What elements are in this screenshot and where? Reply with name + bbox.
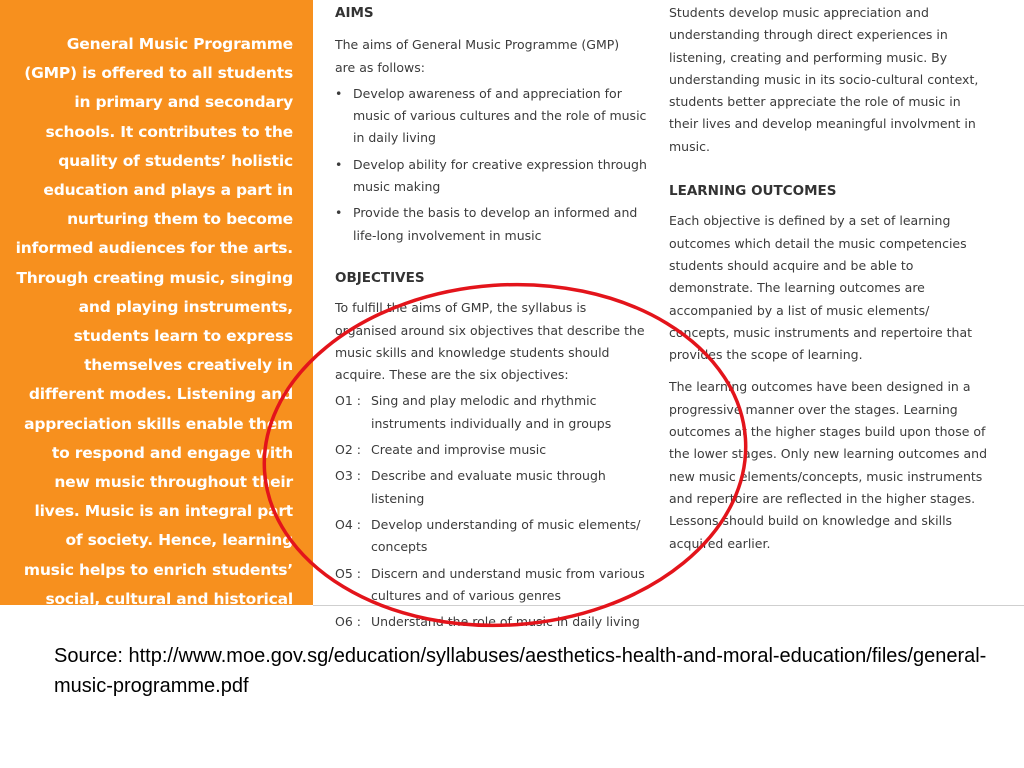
objective-text: Describe and evaluate music through listening bbox=[371, 468, 606, 506]
gmp-intro-text: General Music Programme (GMP) is offered to all students in primary and secondary schools. It contributes to the quality of students’ holistic education and plays a part in nurturing them to become informed audiences for the arts. Through creating music, singing and playing instruments, students learn to express themselves creatively in different modes. Listening and appreciation skills enable them to respond and engage with new music throughout their lives. Music is an integral part of society. Hence, learning music helps to enrich students’ social, cultural and historical awareness. bbox=[15, 35, 293, 638]
objective-item bbox=[335, 563, 655, 608]
objective-item bbox=[335, 439, 655, 461]
aims-item-text: Provide the basis to develop an informed and life-long involvement in music bbox=[353, 205, 638, 243]
objective-text: Develop understanding of music elements/ concepts bbox=[371, 516, 641, 555]
syllabus-excerpt bbox=[313, 0, 1024, 630]
objective-code: O3 : bbox=[335, 468, 361, 484]
gmp-intro-panel bbox=[0, 0, 313, 638]
bullet-icon: • bbox=[335, 205, 343, 221]
syllabus-left-column bbox=[335, 0, 655, 637]
objective-code: O6 : bbox=[335, 614, 361, 630]
aims-item bbox=[335, 83, 655, 150]
objectives-heading: OBJECTIVES bbox=[335, 269, 425, 286]
objective-item bbox=[335, 611, 655, 633]
aims-item-text: Develop awareness of and appreciation for music of various cultures and the role of music in daily living bbox=[353, 85, 647, 146]
syllabus-right-column bbox=[669, 0, 989, 555]
objective-text: Discern and understand music from various cultures and of various genres bbox=[371, 565, 645, 603]
learning-outcomes-paragraph-1: Each objective is defined by a set of learning outcomes which detail the music competencies students should acquire and be able to demonstrate. The learning outcomes are accompanied by a list of music elements/ concepts, music instruments and repertoire that provides the scope of learning. bbox=[669, 213, 973, 363]
objective-code: O4 : bbox=[335, 516, 361, 532]
objective-item bbox=[335, 514, 655, 559]
objectives-list bbox=[335, 390, 655, 633]
objective-item bbox=[335, 390, 655, 435]
bullet-icon: • bbox=[335, 156, 343, 172]
bullet-icon: • bbox=[335, 85, 343, 101]
objective-code: O1 : bbox=[335, 393, 361, 409]
aims-item bbox=[335, 202, 655, 247]
source-caption: Source: http://www.moe.gov.sg/education/syllabuses/aesthetics-health-and-moral-education/files/general-music-programme.pdf bbox=[54, 645, 987, 697]
aims-list bbox=[335, 83, 655, 247]
objective-code: O2 : bbox=[335, 442, 361, 458]
objective-code: O5 : bbox=[335, 565, 361, 581]
objective-text: Sing and play melodic and rhythmic instruments individually and in groups bbox=[371, 393, 612, 431]
aims-intro: The aims of General Music Programme (GMP) are as follows: bbox=[335, 37, 620, 75]
learning-outcomes-paragraph-2: The learning outcomes have been designed in a progressive manner over the stages. Learning outcomes at the higher stages build upon those of the lower stages. Only new learning outcomes and new music elements/concepts, music instruments and repertoire are reflected in the higher stages. Lessons should build on knowledge and skills acquired earlier. bbox=[669, 379, 988, 551]
aims-item-text: Develop ability for creative expression through music making bbox=[353, 156, 647, 195]
objective-item bbox=[335, 465, 655, 510]
objective-text: Create and improvise music bbox=[371, 442, 547, 458]
objectives-intro: To fulfill the aims of GMP, the syllabus is organised around six objectives that describe the music skills and knowledge students should acquire. These are the six objectives: bbox=[335, 300, 645, 383]
learning-outcomes-heading: LEARNING OUTCOMES bbox=[669, 183, 837, 200]
aims-heading: AIMS bbox=[335, 5, 374, 21]
appreciation-paragraph: Students develop music appreciation and understanding through direct experiences in listening, creating and performing music. By understanding music in its socio-cultural context, students better appreciate the role of music in their lives and develop meaningful involvment in music. bbox=[669, 5, 979, 154]
aims-item bbox=[335, 154, 655, 199]
objective-text: Understand the role of music in daily living bbox=[371, 614, 640, 630]
